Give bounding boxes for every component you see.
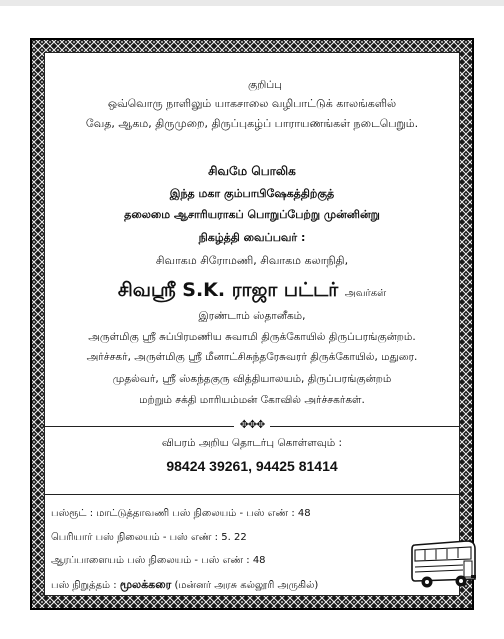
bus-route-1: பஸ்ரூட் : மாட்டுத்தாவணி பஸ் நிலையம் - பஸ் எண் : 48 [51,508,311,519]
ornament-divider [45,418,459,431]
notice-line-1: ஒவ்வொரு நாளிலும் யாகசாலை வழிபாட்டுக் காலங்களில் [107,97,397,110]
priest-affiliation-3: முதல்வர், ஸ்ரீ ஸ்கந்தகுரு வித்தியாலயம், திருப்பரங்குன்றம் [112,373,392,385]
priest-affiliation-2: அர்ச்சகர், அருள்மிகு ஸ்ரீ மீனாட்சிசுந்தரேசுவரர் திருக்கோயில், மதுரை. [86,351,418,363]
contact-phones: 98424 39261, 94425 81414 [166,458,338,474]
blessing-line-4: நிகழ்த்தி வைப்பவர் : [198,231,306,244]
bus-stop-suffix: (மன்னர் அரசு கல்லூரி அருகில்) [174,579,319,591]
invitation-panel [44,52,460,596]
blessing-line-3: தலைமை ஆசாரியராகப் பொறுப்பேற்று முன்னின்று [124,208,380,221]
page-top-edge [0,0,504,6]
bus-icon [409,537,479,593]
blessing-line-2: இந்த மகா கும்பாபிஷேகத்திற்குத் [169,187,335,200]
bus-route-3: ஆரப்பாளையம் பஸ் நிலையம் - பஸ் எண் : 48 [51,555,266,566]
blessing-heading: சிவமே பொலிக [208,164,296,178]
contact-label: விபரம் அறிய தொடர்பு கொள்ளவும் : [161,437,343,449]
decorative-border [30,38,474,610]
priest-name-line [45,279,459,304]
notice-title: குறிப்பு [248,79,282,91]
priest-position: இரண்டாம் ஸ்தானீகம், [198,310,306,322]
ornament-glyphs: ✥✥✥ [234,418,271,431]
priest-name-suffix: அவர்கள் [344,288,387,299]
bus-section-divider [45,494,459,495]
bus-route-list [51,507,318,601]
priest-affiliation-1: அருள்மிகு ஸ்ரீ சுப்பிரமணிய சுவாமி திருக்கோயில் திருப்பரங்குன்றம். [88,331,416,343]
notice-line-2: வேத, ஆகம, திருமுறை, திருப்புகழ்ப் பாராயணங்கள் நடைபெறும். [85,117,419,130]
bus-route-2: பெரியார் பஸ் நிலையம் - பஸ் எண் : 5. 22 [51,531,247,543]
bus-stop-line [51,578,318,602]
bus-stop-prefix: பஸ் நிறுத்தம் : [51,579,117,591]
bus-stop-name: மூலக்கரை [119,577,172,591]
priest-affiliation-4: மற்றும் சக்தி மாரியம்மன் கோவில் அர்ச்சகர்கள். [139,394,365,406]
priest-name: சிவஸ்ரீ S.K. ராஜா பட்டர் [117,279,339,301]
priest-titles: சிவாகம சிரோமணி, சிவாகம கலாநிதி, [155,254,349,267]
